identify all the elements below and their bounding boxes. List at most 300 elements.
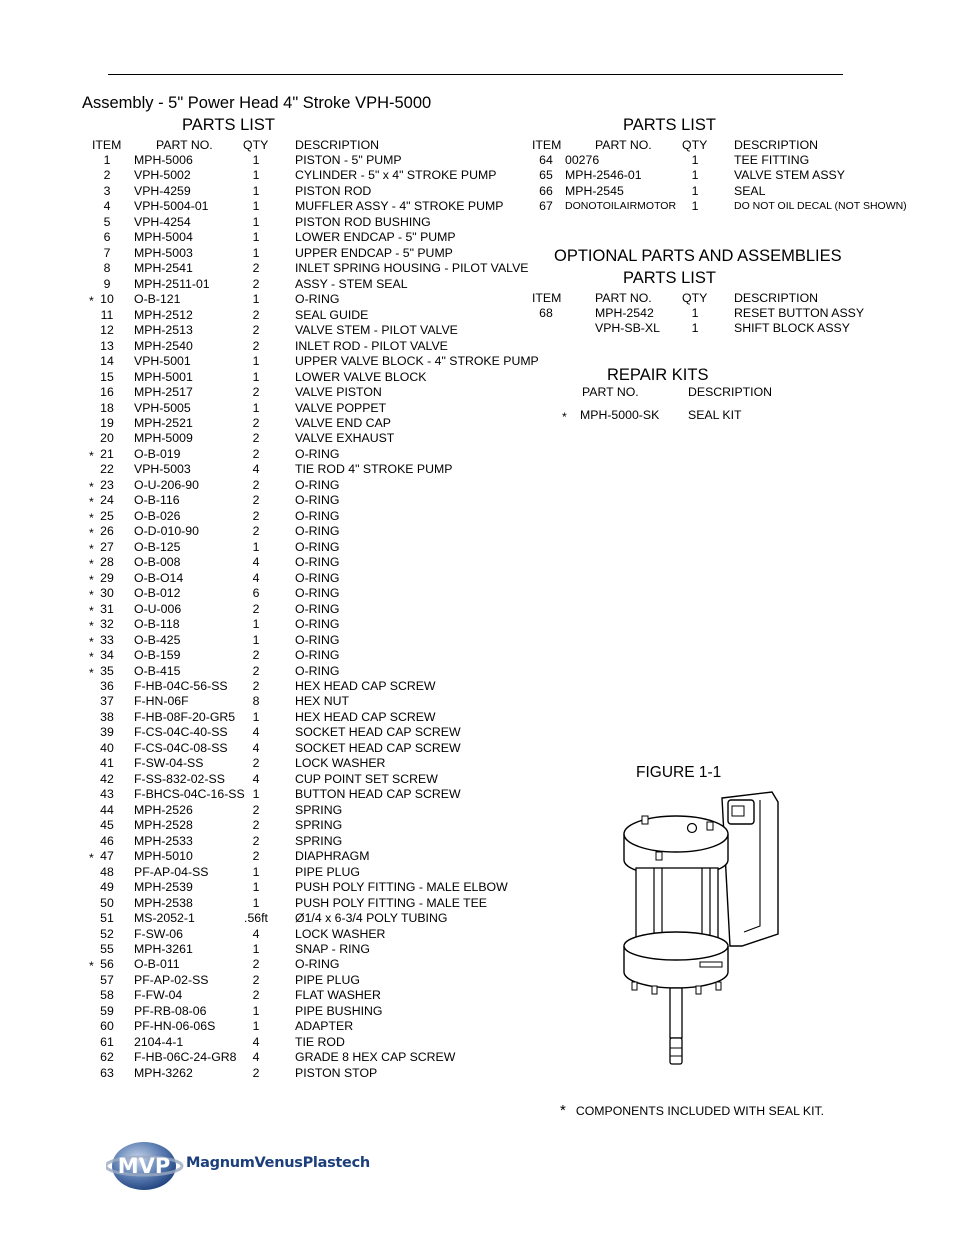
description: O-RING xyxy=(295,524,340,539)
header-description-right: DESCRIPTION xyxy=(734,138,819,152)
item-number: 52 xyxy=(100,926,114,941)
item-number: 48 xyxy=(100,864,114,879)
table-row xyxy=(0,896,954,911)
part-number: O-B-121 xyxy=(134,292,181,307)
description: UPPER VALVE BLOCK - 4" STROKE PUMP xyxy=(295,354,539,369)
item-number: 28 xyxy=(100,555,114,570)
quantity: 2 xyxy=(252,477,260,492)
description: O-RING xyxy=(295,539,340,554)
quantity: 2 xyxy=(252,431,260,446)
table-row xyxy=(0,803,954,818)
quantity: 8 xyxy=(252,694,260,709)
item-number: 43 xyxy=(100,787,114,802)
item-number: 22 xyxy=(100,462,114,477)
table-row xyxy=(0,1066,954,1081)
quantity: 1 xyxy=(252,617,260,632)
item-number: 55 xyxy=(100,941,114,956)
table-row xyxy=(0,277,954,292)
item-number: 21 xyxy=(100,446,114,461)
table-row xyxy=(0,710,954,725)
table-row xyxy=(0,321,954,336)
description: GRADE 8 HEX CAP SCREW xyxy=(295,1050,456,1065)
item-number: 50 xyxy=(100,895,114,910)
description: SEAL xyxy=(734,183,766,198)
part-number: F-SW-04-SS xyxy=(134,756,204,771)
part-number: MPH-5006 xyxy=(134,153,193,167)
quantity: 2 xyxy=(252,972,260,987)
seal-kit-star: * xyxy=(89,603,94,618)
quantity: 1 xyxy=(252,895,260,910)
power-head-illustration xyxy=(612,786,792,1070)
part-number: F-HB-04C-56-SS xyxy=(134,678,228,693)
table-row xyxy=(0,168,954,183)
table-row xyxy=(0,633,954,648)
part-number: MPH-2526 xyxy=(134,802,193,817)
item-number: 25 xyxy=(100,508,114,523)
part-number: O-U-006 xyxy=(134,601,182,616)
part-number: PF-AP-02-SS xyxy=(134,972,209,987)
quantity: 2 xyxy=(252,323,260,338)
part-number: MPH-5003 xyxy=(134,245,193,260)
table-row xyxy=(0,153,954,168)
item-number: 23 xyxy=(100,477,114,492)
description: SOCKET HEAD CAP SCREW xyxy=(295,725,461,740)
description: LOCK WASHER xyxy=(295,926,386,941)
item-number: 27 xyxy=(100,539,114,554)
item-number: 45 xyxy=(100,818,114,833)
repair-header-description: DESCRIPTION xyxy=(688,385,773,399)
part-number: O-B-159 xyxy=(134,648,181,663)
part-number: MPH-2540 xyxy=(134,338,193,353)
quantity: 2 xyxy=(252,415,260,430)
description: TIE ROD 4" STROKE PUMP xyxy=(295,462,453,477)
item-number: 64 xyxy=(539,153,553,167)
seal-kit-footnote xyxy=(560,1102,824,1119)
quantity: 2 xyxy=(252,1065,260,1080)
part-number: F-CS-04C-08-SS xyxy=(134,740,228,755)
quantity: 1 xyxy=(252,941,260,956)
description: O-RING xyxy=(295,493,340,508)
table-row xyxy=(0,679,954,694)
table-row xyxy=(0,694,954,709)
description: LOWER ENDCAP - 5" PUMP xyxy=(295,230,456,245)
quantity: 2 xyxy=(252,261,260,276)
description: INLET SPRING HOUSING - PILOT VALVE xyxy=(295,261,529,276)
description: O-RING xyxy=(295,586,340,601)
item-number: 51 xyxy=(100,911,114,926)
item-number: 68 xyxy=(539,306,553,320)
quantity: 4 xyxy=(252,462,260,477)
item-number: 60 xyxy=(100,1019,114,1034)
item-number: 44 xyxy=(100,802,114,817)
footnote-text: COMPONENTS INCLUDED WITH SEAL KIT. xyxy=(575,1104,825,1118)
part-number: PF-AP-04-SS xyxy=(134,864,209,879)
table-row xyxy=(0,818,954,833)
table-row xyxy=(0,370,954,385)
table-row xyxy=(0,1004,954,1019)
header-item-optional: ITEM xyxy=(532,291,562,305)
description: PIPE PLUG xyxy=(295,864,360,879)
part-number: MPH-3262 xyxy=(134,1065,193,1080)
quantity: 4 xyxy=(252,740,260,755)
item-number: 57 xyxy=(100,972,114,987)
description: CYLINDER - 5" x 4" STROKE PUMP xyxy=(295,168,497,183)
parts-list-title-right: PARTS LIST xyxy=(623,116,716,134)
item-number: 37 xyxy=(100,694,114,709)
seal-kit-star: * xyxy=(89,572,94,587)
item-number: 4 xyxy=(103,199,111,214)
part-number: MPH-2528 xyxy=(134,818,193,833)
description: O-RING xyxy=(295,617,340,632)
item-number: 49 xyxy=(100,880,114,895)
item-number: 59 xyxy=(100,1003,114,1018)
table-row xyxy=(0,524,954,539)
quantity: .56ft xyxy=(244,911,268,926)
description: SEAL GUIDE xyxy=(295,307,369,322)
item-number: 40 xyxy=(100,740,114,755)
table-row xyxy=(0,756,954,771)
table-row xyxy=(0,617,954,632)
item-number: 32 xyxy=(100,617,114,632)
description: VALVE STEM - PILOT VALVE xyxy=(295,323,458,338)
quantity: 1 xyxy=(252,230,260,245)
item-number: 33 xyxy=(100,632,114,647)
description: O-RING xyxy=(295,601,340,616)
item-number: 14 xyxy=(100,354,114,369)
quantity: 2 xyxy=(252,446,260,461)
quantity: 4 xyxy=(252,1050,260,1065)
quantity: 1 xyxy=(252,168,260,183)
table-row xyxy=(0,1050,954,1065)
description: FLAT WASHER xyxy=(295,988,381,1003)
part-number: PF-RB-08-06 xyxy=(134,1003,207,1018)
quantity: 2 xyxy=(252,385,260,400)
quantity: 2 xyxy=(252,276,260,291)
part-number: O-B-019 xyxy=(134,446,181,461)
description: CUP POINT SET SCREW xyxy=(295,771,438,786)
part-number: MPH-2521 xyxy=(134,415,193,430)
part-number: VPH-4254 xyxy=(134,214,191,229)
description: PIPE BUSHING xyxy=(295,1003,383,1018)
mvp-logo-badge xyxy=(106,1138,186,1194)
item-number: 10 xyxy=(100,292,114,307)
table-row xyxy=(0,1019,954,1034)
item-number: 13 xyxy=(100,338,114,353)
quantity: 4 xyxy=(252,570,260,585)
item-number: 39 xyxy=(100,725,114,740)
table-row xyxy=(0,787,954,802)
description: O-RING xyxy=(295,957,340,972)
quantity: 4 xyxy=(252,555,260,570)
description: VALVE POPPET xyxy=(295,400,387,415)
part-number: MS-2052-1 xyxy=(134,911,195,926)
top-rule xyxy=(108,74,843,75)
item-number: 62 xyxy=(100,1050,114,1065)
seal-kit-star: * xyxy=(89,665,94,680)
seal-kit-star: * xyxy=(89,650,94,665)
part-number: O-B-026 xyxy=(134,508,181,523)
table-row xyxy=(0,478,954,493)
figure-title: FIGURE 1-1 xyxy=(636,764,722,781)
table-row xyxy=(0,973,954,988)
table-row xyxy=(0,509,954,524)
table-row xyxy=(0,865,954,880)
part-number: MPH-5001 xyxy=(134,369,193,384)
item-number: 24 xyxy=(100,493,114,508)
header-description: DESCRIPTION xyxy=(295,138,380,152)
part-number: MPH-2542 xyxy=(595,306,654,320)
part-number: O-D-010-90 xyxy=(134,524,199,539)
quantity: 2 xyxy=(252,802,260,817)
part-number: VPH-5005 xyxy=(134,400,191,415)
repair-header-part-no: PART NO. xyxy=(582,385,639,399)
quantity: 1 xyxy=(252,632,260,647)
quantity: 2 xyxy=(252,678,260,693)
part-number: F-CS-04C-40-SS xyxy=(134,725,228,740)
part-number: O-U-206-90 xyxy=(134,477,199,492)
item-number: 9 xyxy=(103,276,111,291)
description: SPRING xyxy=(295,818,343,833)
description: SPRING xyxy=(295,802,343,817)
description: HEX HEAD CAP SCREW xyxy=(295,678,436,693)
item-number: 34 xyxy=(100,648,114,663)
footnote-star: * xyxy=(560,1102,566,1119)
quantity: 2 xyxy=(252,508,260,523)
item-number: 5 xyxy=(103,214,111,229)
parts-list-title: PARTS LIST xyxy=(182,116,275,134)
description: PISTON ROD xyxy=(295,183,372,198)
description: HEX HEAD CAP SCREW xyxy=(295,709,436,724)
table-row xyxy=(0,664,954,679)
part-number: F-SS-832-02-SS xyxy=(134,771,225,786)
table-row xyxy=(0,354,954,369)
description: O-RING xyxy=(295,477,340,492)
table-row xyxy=(0,408,954,423)
item-number: 63 xyxy=(100,1065,114,1080)
item-number: 41 xyxy=(100,756,114,771)
table-row xyxy=(0,849,954,864)
seal-kit-star: * xyxy=(89,959,94,974)
part-number: MPH-3261 xyxy=(134,941,193,956)
part-number: O-B-415 xyxy=(134,663,181,678)
part-number: MPH-2539 xyxy=(134,880,193,895)
quantity: 1 xyxy=(691,321,699,336)
quantity: 4 xyxy=(252,725,260,740)
description: O-RING xyxy=(295,446,340,461)
item-number: 6 xyxy=(103,230,111,245)
description: SHIFT BLOCK ASSY xyxy=(734,321,850,336)
seal-kit-star: * xyxy=(89,479,94,494)
quantity: 1 xyxy=(252,153,260,167)
item-number: 66 xyxy=(539,183,553,198)
quantity: 1 xyxy=(252,400,260,415)
description: DIAPHRAGM xyxy=(295,849,370,864)
description: BUTTON HEAD CAP SCREW xyxy=(295,787,461,802)
description: O-RING xyxy=(295,632,340,647)
part-number: O-B-011 xyxy=(134,957,180,972)
table-row xyxy=(0,215,954,230)
quantity: 1 xyxy=(691,168,699,183)
seal-kit-star: * xyxy=(562,410,567,424)
part-number: VPH-4259 xyxy=(134,183,191,198)
header-item-right: ITEM xyxy=(532,138,562,152)
description: O-RING xyxy=(295,570,340,585)
repair-kit-part-number: MPH-5000-SK xyxy=(580,408,660,422)
table-row xyxy=(0,911,954,926)
item-number: 42 xyxy=(100,771,114,786)
part-number: MPH-2513 xyxy=(134,323,193,338)
item-number: 67 xyxy=(539,199,553,214)
quantity: 2 xyxy=(252,756,260,771)
table-row xyxy=(0,834,954,849)
part-number: O-B-116 xyxy=(134,493,180,508)
header-part-no: PART NO. xyxy=(156,138,213,152)
page-title: Assembly - 5" Power Head 4" Stroke VPH-5000 xyxy=(82,94,432,112)
part-number: O-B-012 xyxy=(134,586,181,601)
item-number: 7 xyxy=(103,245,111,260)
part-number: MPH-2541 xyxy=(134,261,193,276)
quantity: 1 xyxy=(691,183,699,198)
seal-kit-star: * xyxy=(89,541,94,556)
description: SNAP - RING xyxy=(295,941,370,956)
quantity: 1 xyxy=(691,306,699,320)
quantity: 2 xyxy=(252,601,260,616)
description: PIPE PLUG xyxy=(295,972,360,987)
seal-kit-star: * xyxy=(89,526,94,541)
description: UPPER ENDCAP - 5" PUMP xyxy=(295,245,453,260)
part-number: MPH-2545 xyxy=(565,183,624,198)
item-number: 3 xyxy=(103,183,111,198)
item-number: 38 xyxy=(100,709,114,724)
table-row xyxy=(0,540,954,555)
quantity: 1 xyxy=(252,539,260,554)
quantity: 2 xyxy=(252,663,260,678)
part-number: F-SW-06 xyxy=(134,926,183,941)
table-row xyxy=(0,339,954,354)
quantity: 2 xyxy=(252,957,260,972)
item-number: 20 xyxy=(100,431,114,446)
table-row xyxy=(0,942,954,957)
description: O-RING xyxy=(295,292,340,307)
quantity: 1 xyxy=(252,1019,260,1034)
header-part-no-right: PART NO. xyxy=(595,138,652,152)
quantity: 1 xyxy=(252,709,260,724)
part-number: MPH-5004 xyxy=(134,230,193,245)
table-row xyxy=(0,602,954,617)
description: PISTON - 5" PUMP xyxy=(295,153,402,167)
item-number: 46 xyxy=(100,833,114,848)
item-number: 61 xyxy=(100,1034,114,1049)
item-number: 35 xyxy=(100,663,114,678)
table-row xyxy=(0,586,954,601)
table-row xyxy=(0,741,954,756)
part-number: VPH-5004-01 xyxy=(134,199,209,214)
table-row xyxy=(0,725,954,740)
seal-kit-star: * xyxy=(89,634,94,649)
quantity: 2 xyxy=(252,524,260,539)
description: TEE FITTING xyxy=(734,153,810,167)
item-number: 30 xyxy=(100,586,114,601)
description: DO NOT OIL DECAL (NOT SHOWN) xyxy=(734,200,907,213)
mvp-logo-letters: MVP xyxy=(117,1154,171,1178)
table-row xyxy=(0,431,954,446)
part-number: MPH-5010 xyxy=(134,849,193,864)
part-number: PF-HN-06-06S xyxy=(134,1019,216,1034)
table-row xyxy=(0,555,954,570)
part-number: MPH-2533 xyxy=(134,833,193,848)
quantity: 2 xyxy=(252,833,260,848)
description: TIE ROD xyxy=(295,1034,345,1049)
item-number: 65 xyxy=(539,168,553,183)
quantity: 2 xyxy=(252,307,260,322)
quantity: 1 xyxy=(252,245,260,260)
header-qty: QTY xyxy=(243,138,269,152)
seal-kit-star: * xyxy=(89,495,94,510)
quantity: 1 xyxy=(252,787,260,802)
quantity: 2 xyxy=(252,338,260,353)
description: ASSY - STEM SEAL xyxy=(295,276,408,291)
part-number: F-HN-06F xyxy=(134,694,189,709)
quantity: 1 xyxy=(252,354,260,369)
part-number: VPH-SB-XL xyxy=(595,321,660,336)
table-row xyxy=(0,571,954,586)
seal-kit-star: * xyxy=(89,294,94,309)
quantity: 6 xyxy=(252,586,260,601)
description: PISTON STOP xyxy=(295,1065,378,1080)
seal-kit-star: * xyxy=(89,510,94,525)
item-number: 36 xyxy=(100,678,114,693)
description: INLET ROD - PILOT VALVE xyxy=(295,338,448,353)
description: VALVE STEM ASSY xyxy=(734,168,845,183)
quantity: 1 xyxy=(252,199,260,214)
part-number: MPH-2512 xyxy=(134,307,193,322)
description: SOCKET HEAD CAP SCREW xyxy=(295,740,461,755)
item-number: 1 xyxy=(103,153,111,167)
description: PUSH POLY FITTING - MALE ELBOW xyxy=(295,880,508,895)
table-row xyxy=(0,880,954,895)
item-number: 58 xyxy=(100,988,114,1003)
quantity: 4 xyxy=(252,926,260,941)
item-number: 31 xyxy=(100,601,114,616)
part-number: MPH-2546-01 xyxy=(565,168,642,183)
optional-parts-list-title: PARTS LIST xyxy=(623,269,716,287)
description: ADAPTER xyxy=(295,1019,354,1034)
item-number: 12 xyxy=(100,323,114,338)
table-row xyxy=(0,772,954,787)
description: MUFFLER ASSY - 4" STROKE PUMP xyxy=(295,199,504,214)
item-number: 19 xyxy=(100,415,114,430)
part-number: VPH-5003 xyxy=(134,462,191,477)
table-row xyxy=(0,957,954,972)
header-description-optional: DESCRIPTION xyxy=(734,291,819,305)
table-row xyxy=(0,184,954,199)
seal-kit-star: * xyxy=(89,448,94,463)
table-row xyxy=(0,988,954,1003)
table-row xyxy=(0,648,954,663)
header-part-no-optional: PART NO. xyxy=(595,291,652,305)
part-number: F-HB-06C-24-GR8 xyxy=(134,1050,237,1065)
part-number: MPH-2517 xyxy=(134,385,193,400)
seal-kit-star: * xyxy=(89,588,94,603)
part-number: MPH-5009 xyxy=(134,431,193,446)
item-number: 29 xyxy=(100,570,114,585)
repair-kit-description: SEAL KIT xyxy=(688,408,742,422)
part-number: O-B-O14 xyxy=(134,570,184,585)
description: O-RING xyxy=(295,648,340,663)
seal-kit-star: * xyxy=(89,557,94,572)
optional-title: OPTIONAL PARTS AND ASSEMBLIES xyxy=(554,247,842,265)
part-number: DONOTOILAIRMOTOR xyxy=(565,200,677,213)
